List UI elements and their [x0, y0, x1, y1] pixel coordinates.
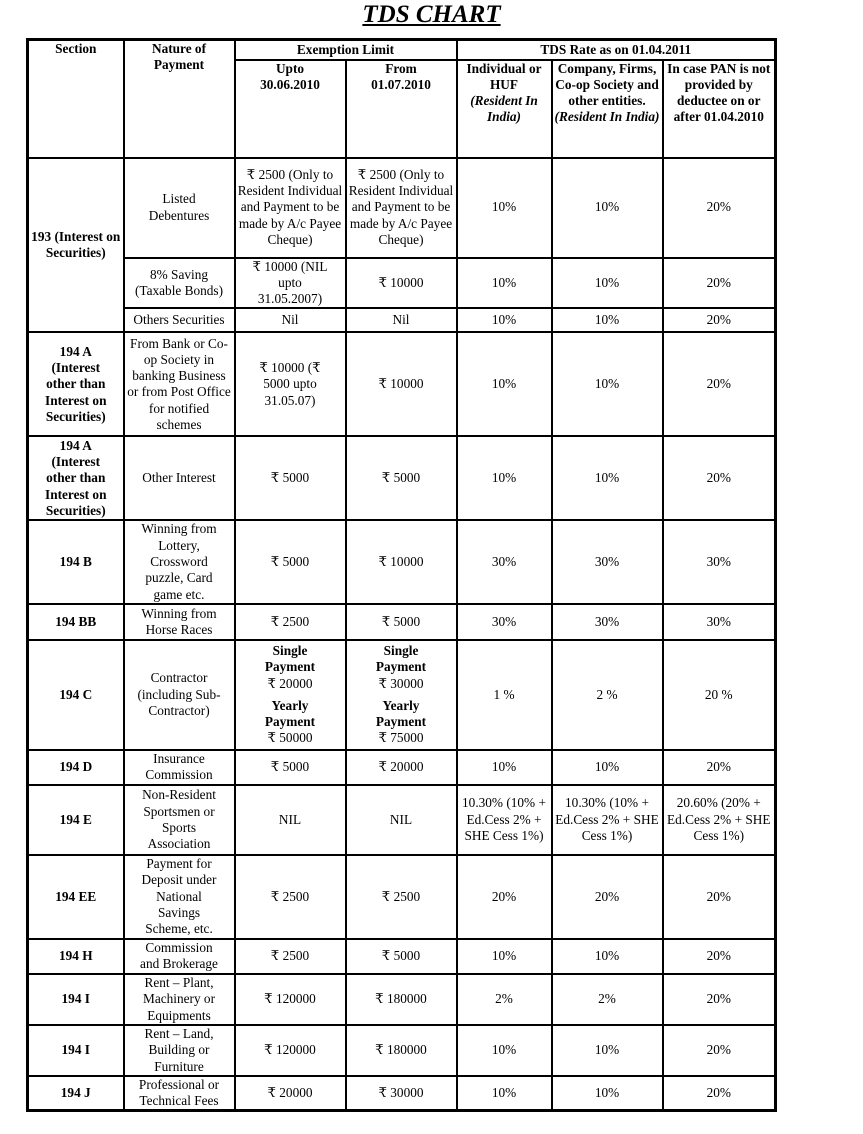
cell-individual: 10.30% (10% + Ed.Cess 2% + SHE Cess 1%)	[457, 785, 552, 855]
table-row	[28, 640, 776, 750]
cell-company: 10.30% (10% + Ed.Cess 2% + SHE Cess 1%)	[552, 785, 663, 855]
cell-company: 10%	[552, 939, 663, 974]
cell-upto: ₹ 5000	[235, 520, 346, 603]
cell-nature: Winning from Lottery, Crossword puzzle, Card game etc.	[124, 520, 235, 603]
cell-upto: ₹ 2500	[235, 855, 346, 939]
header-section: Section	[28, 40, 124, 158]
cell-company: 10%	[552, 332, 663, 436]
cell-no-pan: 20%	[663, 750, 776, 785]
cell-upto: ₹ 5000	[235, 436, 346, 520]
table-row	[28, 258, 776, 309]
cell-section: 194 EE	[28, 855, 124, 939]
header-upto: Upto 30.06.2010	[235, 60, 346, 158]
cell-from: ₹ 180000	[346, 1025, 457, 1076]
header-company: Company, Firms, Co-op Society and other entities. (Resident In India)	[552, 60, 663, 158]
cell-no-pan: 20%	[663, 258, 776, 309]
page-title: TDS CHART	[362, 1, 501, 28]
cell-nature: From Bank or Co-op Society in banking Business or from Post Office for notified schemes	[124, 332, 235, 436]
cell-nature: Other Interest	[124, 436, 235, 520]
cell-from: ₹ 20000	[346, 750, 457, 785]
cell-no-pan: 20%	[663, 436, 776, 520]
cell-individual: 1 %	[457, 640, 552, 750]
cell-upto: ₹ 5000	[235, 750, 346, 785]
header-nature: Nature of Payment	[124, 40, 235, 158]
cell-upto: ₹ 120000	[235, 974, 346, 1025]
cell-company: 10%	[552, 158, 663, 258]
table-row	[28, 604, 776, 640]
single-payment-label: Single Payment	[264, 642, 316, 675]
table-row	[28, 332, 776, 436]
table-row	[28, 974, 776, 1025]
cell-from: ₹ 10000	[346, 332, 457, 436]
cell-individual: 30%	[457, 604, 552, 640]
header-no-pan: In case PAN is not provided by deductee on or after 01.04.2010	[663, 60, 776, 158]
cell-no-pan: 20%	[663, 158, 776, 258]
single-payment-value: ₹ 30000	[378, 675, 424, 691]
cell-individual: 10%	[457, 308, 552, 332]
tds-chart-table	[26, 38, 777, 1112]
cell-upto: ₹ 10000 (NIL upto 31.05.2007)	[235, 258, 346, 309]
cell-section: 194 H	[28, 939, 124, 974]
cell-company: 10%	[552, 750, 663, 785]
table-row	[28, 939, 776, 974]
cell-company: 10%	[552, 308, 663, 332]
cell-nature: Others Securities	[124, 308, 235, 332]
cell-company: 2%	[552, 974, 663, 1025]
header-row-1	[28, 40, 776, 60]
cell-upto: ₹ 120000	[235, 1025, 346, 1076]
cell-company: 10%	[552, 436, 663, 520]
cell-section: 194 I	[28, 1025, 124, 1076]
cell-from: ₹ 10000	[346, 258, 457, 309]
cell-no-pan: 20%	[663, 308, 776, 332]
cell-individual: 10%	[457, 1025, 552, 1076]
table-row	[28, 750, 776, 785]
cell-no-pan: 20%	[663, 974, 776, 1025]
cell-from: Nil	[346, 308, 457, 332]
table-row	[28, 1076, 776, 1111]
cell-section: 194 C	[28, 640, 124, 750]
cell-nature: 8% Saving (Taxable Bonds)	[124, 258, 235, 309]
table-row	[28, 436, 776, 520]
cell-section: 194 B	[28, 520, 124, 603]
table-row	[28, 520, 776, 603]
cell-upto: NIL	[235, 785, 346, 855]
single-payment-label: Single Payment	[375, 642, 427, 675]
cell-individual: 30%	[457, 520, 552, 603]
cell-no-pan: 20%	[663, 855, 776, 939]
cell-from: ₹ 2500 (Only to Resident Individual and Payment to be made by A/c Payee Cheque)	[346, 158, 457, 258]
cell-individual: 10%	[457, 750, 552, 785]
cell-nature: Commission and Brokerage	[124, 939, 235, 974]
table-row	[28, 308, 776, 332]
header-individual: Individual or HUF (Resident In India)	[457, 60, 552, 158]
yearly-payment-label: Yearly Payment	[264, 697, 316, 730]
cell-section: 194 D	[28, 750, 124, 785]
cell-individual: 10%	[457, 258, 552, 309]
cell-upto: Nil	[235, 308, 346, 332]
cell-upto: ₹ 20000	[235, 1076, 346, 1111]
cell-from: ₹ 5000	[346, 604, 457, 640]
cell-nature: Rent – Land, Building or Furniture	[124, 1025, 235, 1076]
cell-section: 194 E	[28, 785, 124, 855]
yearly-payment-value: ₹ 75000	[378, 730, 424, 746]
cell-from: ₹ 30000	[346, 1076, 457, 1111]
cell-from: ₹ 10000	[346, 520, 457, 603]
cell-company: 30%	[552, 520, 663, 603]
cell-section: 194 J	[28, 1076, 124, 1111]
cell-nature: Winning from Horse Races	[124, 604, 235, 640]
cell-nature: Rent – Plant, Machinery or Equipments	[124, 974, 235, 1025]
cell-upto: ₹ 2500 (Only to Resident Individual and Payment to be made by A/c Payee Cheque)	[235, 158, 346, 258]
cell-section: 194 I	[28, 974, 124, 1025]
cell-upto: ₹ 2500	[235, 939, 346, 974]
cell-nature: Insurance Commission	[124, 750, 235, 785]
cell-no-pan: 20%	[663, 332, 776, 436]
cell-nature: Listed Debentures	[124, 158, 235, 258]
cell-company: 2 %	[552, 640, 663, 750]
cell-company: 10%	[552, 1025, 663, 1076]
cell-from: ₹ 5000	[346, 436, 457, 520]
cell-from: ₹ 180000	[346, 974, 457, 1025]
cell-section: 194 BB	[28, 604, 124, 640]
cell-no-pan: 30%	[663, 604, 776, 640]
header-tds-rate: TDS Rate as on 01.04.2011	[457, 40, 776, 60]
cell-no-pan: 20.60% (20% + Ed.Cess 2% + SHE Cess 1%)	[663, 785, 776, 855]
cell-upto	[235, 640, 346, 750]
cell-from	[346, 640, 457, 750]
cell-individual: 2%	[457, 974, 552, 1025]
single-payment-value: ₹ 20000	[267, 675, 313, 691]
cell-nature: Payment for Deposit under National Savings Scheme, etc.	[124, 855, 235, 939]
cell-nature: Professional or Technical Fees	[124, 1076, 235, 1111]
cell-upto: ₹ 10000 (₹ 5000 upto 31.05.07)	[235, 332, 346, 436]
table-row	[28, 855, 776, 939]
cell-nature: Non-Resident Sportsmen or Sports Association	[124, 785, 235, 855]
cell-from: ₹ 2500	[346, 855, 457, 939]
cell-company: 10%	[552, 258, 663, 309]
cell-section: 193 (Interest on Securities)	[28, 158, 124, 333]
cell-individual: 10%	[457, 436, 552, 520]
cell-no-pan: 30%	[663, 520, 776, 603]
cell-section: 194 A (Interest other than Interest on Securities)	[28, 436, 124, 520]
table-row	[28, 158, 776, 258]
cell-individual: 10%	[457, 1076, 552, 1111]
cell-individual: 10%	[457, 158, 552, 258]
cell-from: ₹ 5000	[346, 939, 457, 974]
cell-individual: 10%	[457, 332, 552, 436]
cell-individual: 10%	[457, 939, 552, 974]
cell-no-pan: 20%	[663, 1025, 776, 1076]
cell-individual: 20%	[457, 855, 552, 939]
cell-no-pan: 20 %	[663, 640, 776, 750]
cell-company: 20%	[552, 855, 663, 939]
yearly-payment-label: Yearly Payment	[375, 697, 427, 730]
cell-from: NIL	[346, 785, 457, 855]
table-row	[28, 1025, 776, 1076]
table-row	[28, 785, 776, 855]
cell-no-pan: 20%	[663, 1076, 776, 1111]
cell-section: 194 A (Interest other than Interest on Securities)	[28, 332, 124, 436]
cell-company: 10%	[552, 1076, 663, 1111]
cell-upto: ₹ 2500	[235, 604, 346, 640]
header-from: From 01.07.2010	[346, 60, 457, 158]
cell-no-pan: 20%	[663, 939, 776, 974]
yearly-payment-value: ₹ 50000	[267, 730, 313, 746]
cell-company: 30%	[552, 604, 663, 640]
cell-nature: Contractor (including Sub-Contractor)	[124, 640, 235, 750]
header-exemption-limit: Exemption Limit	[235, 40, 457, 60]
